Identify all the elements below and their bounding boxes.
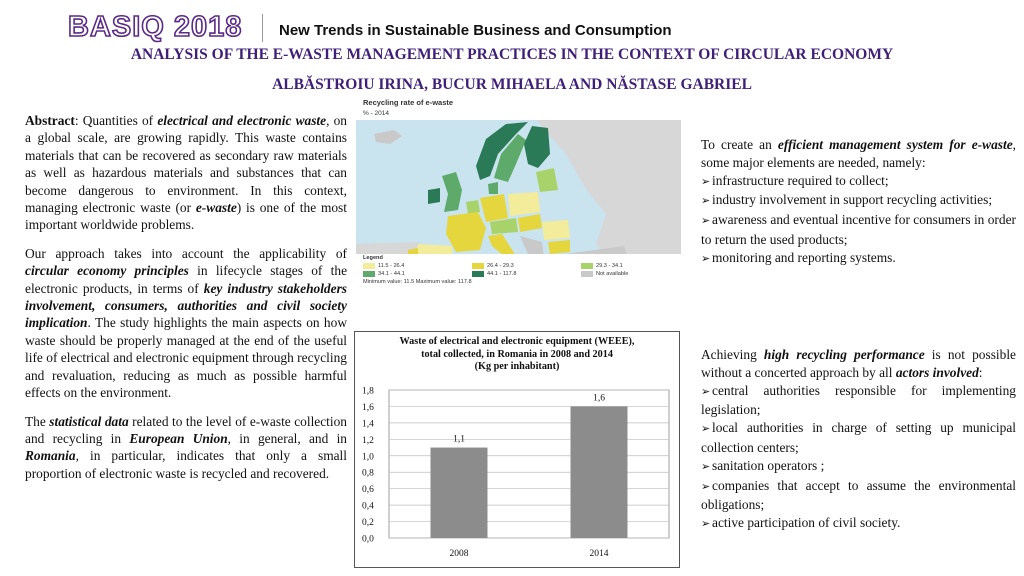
management-element-item [701,172,1016,192]
actor-item-text: local authorities in charge of setting up municipal collection centers; [701,420,1016,455]
map-subtitle: % - 2014 [363,110,390,117]
legend-item [363,263,404,269]
arrow-bullet-icon: ➢ [701,460,711,473]
y-tick-label: 1,2 [362,435,374,446]
weee-bar-chart [354,331,680,568]
management-elements-list [701,172,1016,269]
legend-item [581,271,628,277]
chart-plot [355,332,679,567]
poster-authors: ALBĂSTROIU IRINA, BUCUR MIHAELA AND NĂSTASE GABRIEL [272,76,752,93]
actor-item [701,457,1016,477]
actors-list [701,382,1016,534]
legend-item [472,271,516,277]
y-tick-label: 0,4 [362,501,374,512]
approach-emphasis: circular economy principles [25,263,189,279]
conference-subtitle: New Trends in Sustainable Business and Consumption [279,22,672,39]
y-tick-label: 0,0 [362,534,374,545]
legend-item [363,271,405,277]
legend-item [581,263,623,269]
statistics-emphasis: European Union [129,430,228,446]
intro-text: , some major elements are needed, namely: [701,137,1017,170]
bar-2014 [571,406,628,538]
legend-label: 26.4 - 29.3 [487,263,514,269]
romania [542,220,570,240]
abstract-emphasis: electrical and electronic waste [157,113,327,128]
management-element-item-text: industry involvement in support recycling activities; [712,192,993,208]
chart-title-line: (Kg per inhabitant) [474,361,560,372]
abstract-paragraph [25,112,347,234]
approach-text: . The study highlights the main aspects on how waste should be properly managed at the end of the useful life of electrical and electronic equipment through recycling and revaluation, reducing as much as possible harmful effects on the environment. [25,315,347,401]
actor-item [701,419,1016,457]
legend-minmax: Minimum value: 11.5 Maximum value: 117.8 [363,279,472,285]
benelux [466,200,480,214]
arrow-bullet-icon: ➢ [701,518,711,531]
map-title: Recycling rate of e-waste [363,98,454,107]
data-label: 1,1 [453,434,465,445]
x-tick-label: 2014 [589,549,609,559]
statistics-text: , in particular, indicates that only a small proportion of electronic waste is recycled and recovered. [25,448,347,481]
management-system-block [701,136,1016,269]
legend-label: 11.5 - 26.4 [378,263,405,269]
y-tick-label: 1,8 [362,386,374,397]
basiq-logo: BASIQ 2018 [68,11,243,43]
actors-text: is not possible without a concerted approach by all [701,347,1016,380]
legend-swatch [363,263,375,269]
poster-title: ANALYSIS OF THE E-WASTE MANAGEMENT PRACTICES IN THE CONTEXT OF CIRCULAR ECONOMY [130,46,894,63]
management-element-item-text: infrastructure required to collect; [712,172,889,188]
y-tick-label: 0,2 [362,518,374,529]
y-tick-label: 1,0 [362,452,374,463]
legend-swatch [581,263,593,269]
approach-text: in lifecycle stages of the electronic products, in terms of [25,263,348,296]
abstract-emphasis: e-waste [195,200,237,216]
legend-swatch [581,271,593,277]
actor-item-text: companies that accept to assume the environmental obligations; [701,477,1016,513]
poland [508,192,540,216]
actor-item [701,382,1016,420]
bulgaria [548,240,570,254]
left-column [25,112,347,493]
actors-block [701,346,1016,534]
statistics-paragraph [25,413,347,483]
approach-text: Our approach takes into account the applicability of [25,245,347,261]
legend-swatch [363,271,375,277]
abstract-text: : Quantities of [74,113,158,128]
actor-item-text: active participation of civil society. [712,515,901,531]
actors-emphasis: high recycling performance [763,347,925,362]
management-element-item [701,191,1016,211]
management-element-item [701,211,1016,249]
arrow-bullet-icon: ➢ [701,175,711,188]
arrow-bullet-icon: ➢ [701,385,711,398]
y-tick-label: 0,6 [362,485,374,496]
intro-text: To create an [701,137,778,152]
y-tick-label: 1,4 [362,419,374,430]
statistics-emphasis: Romania [25,448,76,464]
abstract-text: ) is one of the most important worldwide problems. [25,200,347,233]
statistics-text: The [25,413,50,429]
management-element-item [701,249,1016,269]
approach-paragraph [25,245,347,402]
actor-item [701,514,1016,534]
legend-label: 29.3 - 34.1 [596,263,623,269]
abstract-text: , on a global scale, are growing rapidly. This waste contains materials that can be recovered as secondary raw materials as well as hazardous materials and substances that can become dangerous to environment. In this context, managing electronic waste (or [25,113,348,216]
legend-label: Not available [596,271,629,277]
actor-item-text: central authorities responsible for implementing legislation; [701,382,1016,418]
arrow-bullet-icon: ➢ [701,252,711,265]
chart-title-line: Waste of electrical and electronic equipment (WEEE), [399,336,635,347]
legend-label: 34.1 - 44.1 [378,271,405,277]
bar-2008 [431,448,488,538]
actors-emphasis: actors involved [895,364,979,380]
management-element-item-text: monitoring and reporting systems. [712,249,896,265]
statistics-text: , in general, and in [227,430,347,446]
statistics-emphasis: statistical data [49,413,129,429]
data-label: 1,6 [593,393,605,404]
x-tick-label: 2008 [449,549,469,559]
map-legend [356,254,681,286]
chart-title-line: total collected, in Romania in 2008 and 2014 [421,348,613,360]
arrow-bullet-icon: ➢ [701,195,711,208]
ireland [428,188,440,204]
actor-item-text: sanitation operators ; [712,457,825,473]
header-divider [262,14,263,42]
legend-swatch [472,271,484,277]
legend-title: Legend [363,255,383,261]
approach-emphasis: key industry stakeholders involvement, consumers, authorities and civil society implication [25,280,347,331]
actor-item [701,477,1016,515]
arrow-bullet-icon: ➢ [701,215,711,228]
denmark [488,182,498,194]
legend-item [472,263,514,269]
intro-emphasis: efficient management system for e-waste [777,137,1013,152]
actors-text: : [978,364,983,380]
legend-swatch [472,263,484,269]
management-intro [701,136,1016,172]
actors-text: Achieving [701,347,764,362]
europe-recycling-map [356,94,681,286]
legend-label: 44.1 - 117.8 [487,271,517,277]
abstract-label: Abstract [25,113,75,128]
arrow-bullet-icon: ➢ [701,480,711,493]
management-element-item-text: awareness and eventual incentive for consumers in order to return the used products; [701,212,1016,247]
statistics-text: related to the level of e-waste collection and recycling in [25,413,348,446]
y-tick-label: 0,8 [362,468,374,479]
actors-intro [701,346,1016,382]
arrow-bullet-icon: ➢ [701,423,711,436]
y-tick-label: 1,6 [362,402,374,413]
